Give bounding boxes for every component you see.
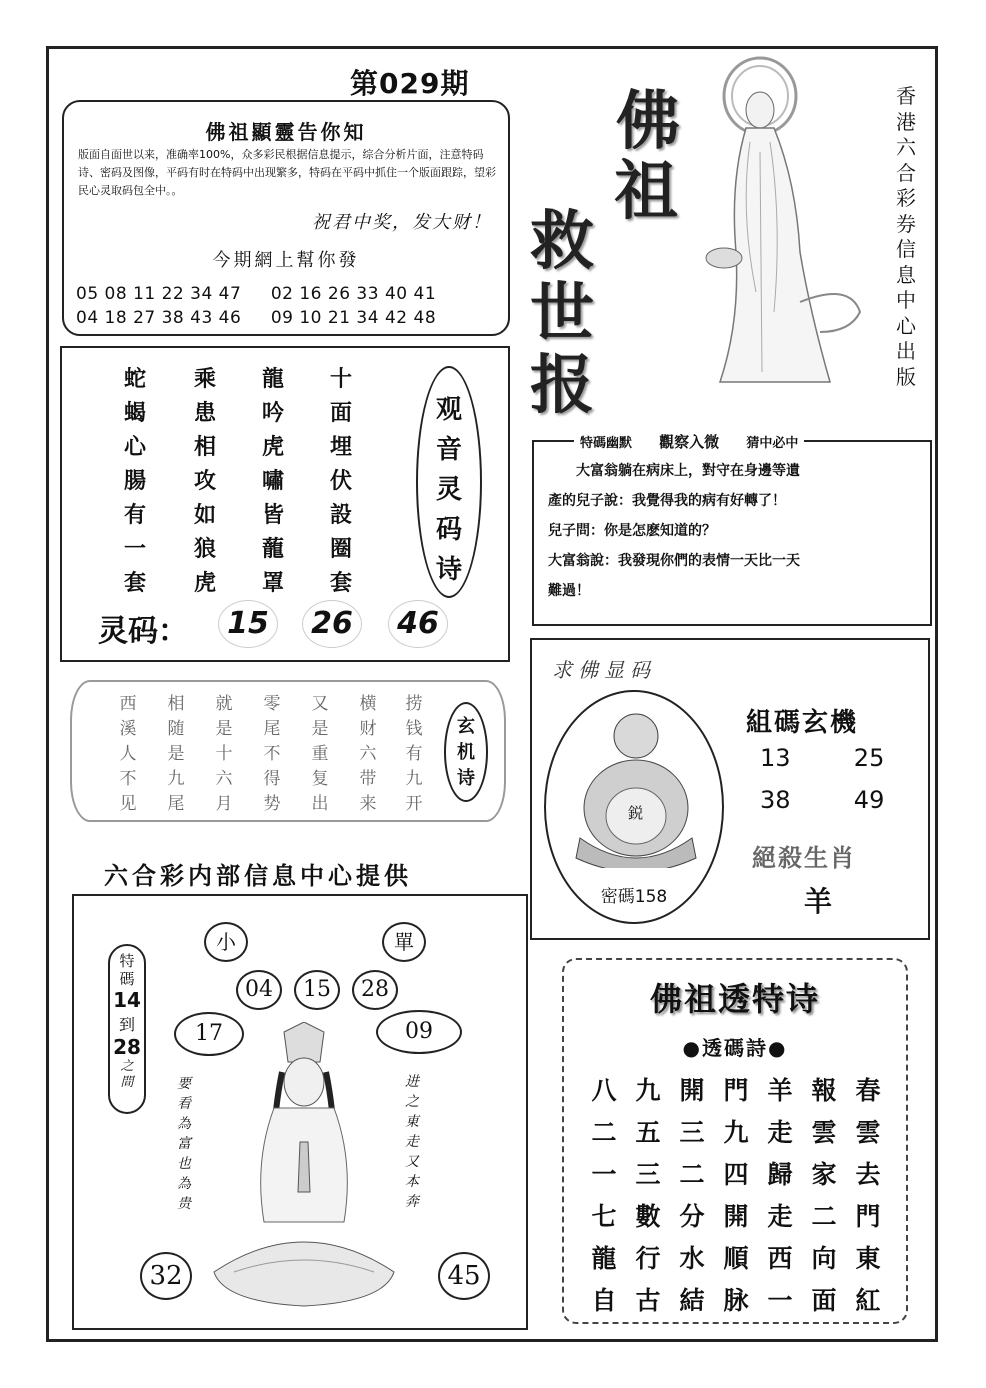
secret-code: 密碼158 [600,887,668,907]
lingma-number-2: 26 [302,600,362,648]
poem-col-7: 春 雲 去 門 東 紅 [855,1076,881,1315]
poem-box-title: 佛祖透特诗 [649,980,820,1018]
special-code-range: 特碼 14 到 28 之間 [108,944,146,1114]
title-char-5: 报 [530,348,594,423]
scroll-column-6: 横 财 六 带 来 [359,694,377,814]
poem-col-3: 開 三 二 分 水 結 [679,1076,705,1315]
guanyin-poem-label-oval: 观 音 灵 码 诗 [416,366,482,598]
poem-col-6: 報 雲 家 二 向 面 [811,1076,837,1315]
info-box [62,100,510,336]
right-verse: 进 之 東 走 又 本 奔 [405,1074,419,1210]
guanyin-standing-illustration [700,52,870,392]
scroll-column-1: 西 溪 人 不 见 [119,694,137,814]
lingma-label: 灵码： [98,614,188,649]
title-char-1: 佛 [616,84,680,159]
xuanji-poem-scroll [70,680,506,822]
laughing-buddha-illustration [566,708,706,868]
poem-column-4: 十 面 埋 伏 設 圈 套 [329,366,352,596]
scroll-column-7: 捞 钱 有 九 开 [405,694,423,814]
guanyin-poem-box [60,346,510,662]
buddha-arc-text: 求佛显码 [552,658,656,682]
poem-col-2: 九 五 三 數 行 古 [635,1076,661,1315]
poem-col-4: 門 九 四 開 順 脉 [723,1076,749,1315]
poem-column-2: 乘 患 相 攻 如 狼 虎 [193,366,216,596]
number-row-2: 04 18 27 38 43 46 09 10 21 34 42 48 [76,308,437,328]
humor-box [532,433,932,626]
info-box-title: 佛祖顯靈告你知 [205,120,367,144]
publisher-vertical: 香 港 六 合 彩 券 信 息 中 心 出 版 [896,84,916,389]
poem-column-3: 龍 吟 虎 嘯 皆 蘢 罩 [261,366,284,596]
code-oval-2: 15 [294,970,340,1010]
poem-col-1: 八 二 一 七 龍 自 [591,1076,617,1315]
issue-number: 第029期 [350,67,470,100]
buddha-belly-char: 鋭 [628,804,644,822]
code-oval-right: 09 [376,1010,462,1054]
title-char-3: 救 [530,204,594,279]
xuanji-label-oval: 玄 机 诗 [444,702,488,802]
title-char-4: 世 [530,276,594,351]
code-oval-left: 17 [174,1012,244,1056]
buddha-special-poem-box [562,958,908,1324]
zuma-row-2: 38 49 [760,786,885,814]
scroll-column-4: 零 尾 不 得 势 [263,694,281,814]
humor-text: 大富翁躺在病床上，對守在身邊等遺 產的兒子說：我覺得我的病有好轉了！ 兒子問：你是怎麽知道的？ 大富翁說：我發現你們的表情一天比一天 難過！ [548,463,800,599]
scroll-column-3: 就 是 十 六 月 [215,694,233,814]
code-oval-bottom-left: 32 [140,1252,192,1300]
title-char-2: 祖 [614,154,678,229]
left-verse: 要 看 為 富 也 為 贵 [177,1076,191,1212]
humor-box-header: 特碼幽默 觀察入微 猜中必中 [574,431,804,452]
lingma-number-1: 15 [218,600,278,648]
small-oval: 小 [204,922,248,962]
code-oval-1: 04 [236,970,282,1010]
poem-box-subtitle: ●透碼詩● [682,1036,788,1060]
special-code-box [72,894,528,1330]
kill-zodiac-title: 絕殺生肖 [752,843,856,872]
code-oval-bottom-right: 45 [438,1252,490,1300]
info-box-subtitle: 今期網上幫你發 [212,250,360,271]
poem-column-1: 蛇 蝎 心 腸 有 一 套 [123,366,146,596]
zuma-title: 組碼玄機 [746,708,859,738]
info-box-body: 版面自面世以来，准确率100%，众多彩民根据信息提示，综合分析片面，注意特码诗、密码及图像，平码有时在特码中出现繁多，特码在平码中抓住一个版面跟踪，望彩民心灵取码包全中。。 [78,148,496,197]
bottom-section-header: 六合彩内部信息中心提供 [104,861,412,890]
number-row-1: 05 08 11 22 34 47 02 16 26 33 40 41 [76,284,437,304]
slogan: 祝君中奖，发大财！ [312,212,492,233]
poem-col-5: 羊 走 歸 走 西 一 [767,1076,793,1315]
code-oval-3: 28 [352,970,398,1010]
buddha-box [530,638,930,940]
lingma-number-3: 46 [388,600,448,648]
single-oval: 單 [382,922,426,962]
scroll-column-2: 相 随 是 九 尾 [167,694,185,814]
kill-zodiac-value: 羊 [804,885,833,918]
zuma-row-1: 13 25 [760,744,885,772]
guanyin-seated-illustration [204,1022,404,1312]
scroll-column-5: 又 是 重 复 出 [311,694,329,814]
buddha-oval [544,690,724,924]
